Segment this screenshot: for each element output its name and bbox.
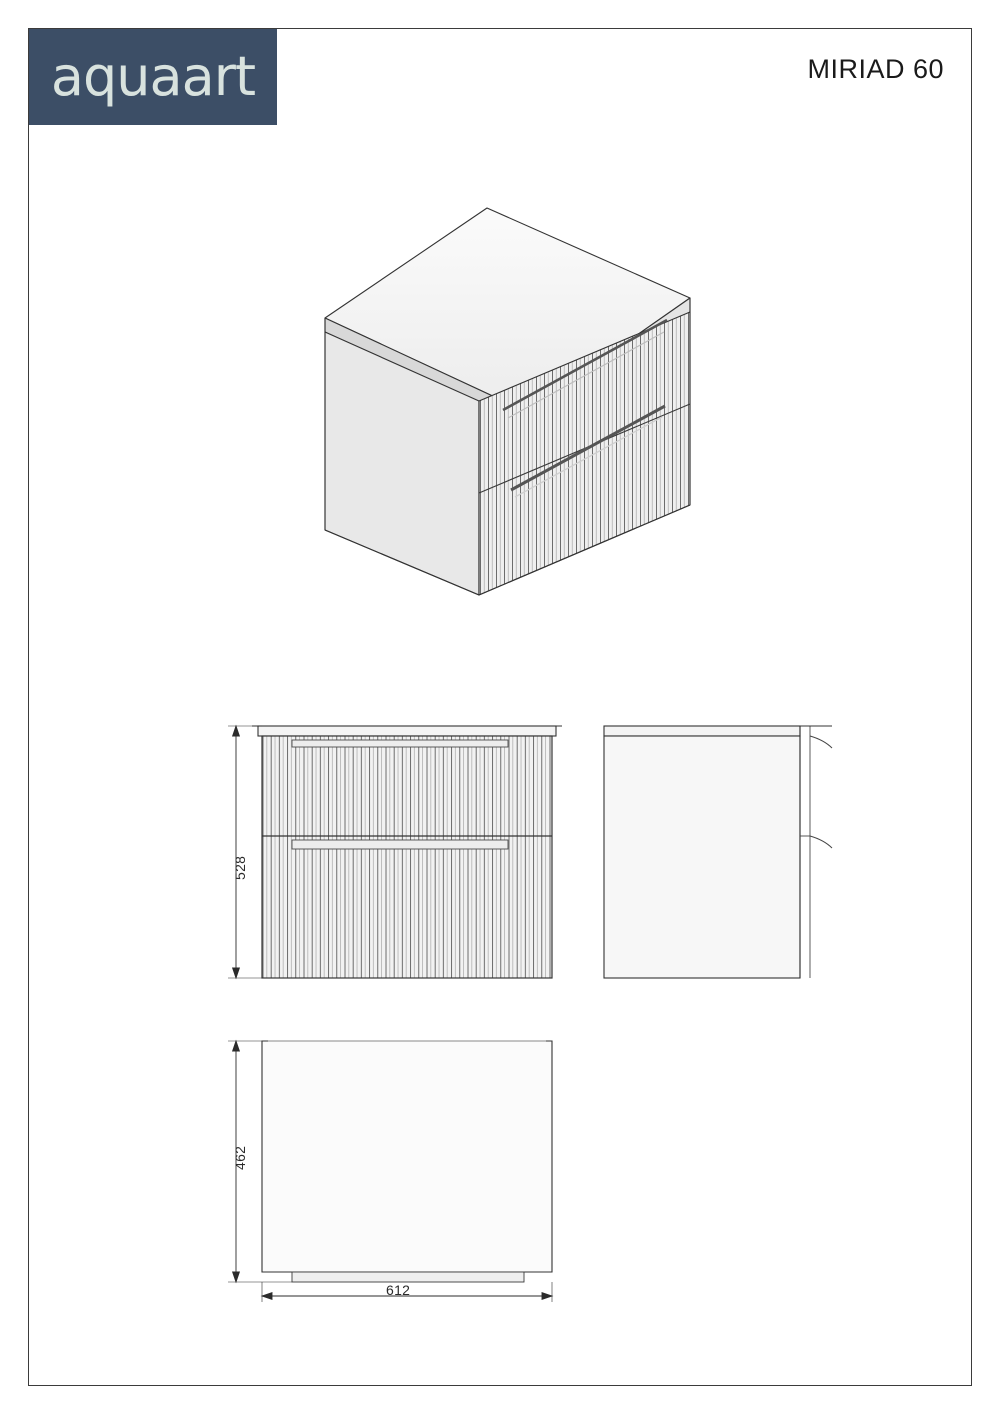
sheet-border [28,28,972,1386]
brand-logo [29,29,277,125]
dimension-label-width: 612 [386,1282,411,1298]
brand-logo-text: aquaart [50,45,256,108]
dimension-label-depth: 462 [232,1145,248,1170]
dimension-label-height: 528 [232,855,248,880]
page-title: MIRIAD 60 [807,54,944,84]
